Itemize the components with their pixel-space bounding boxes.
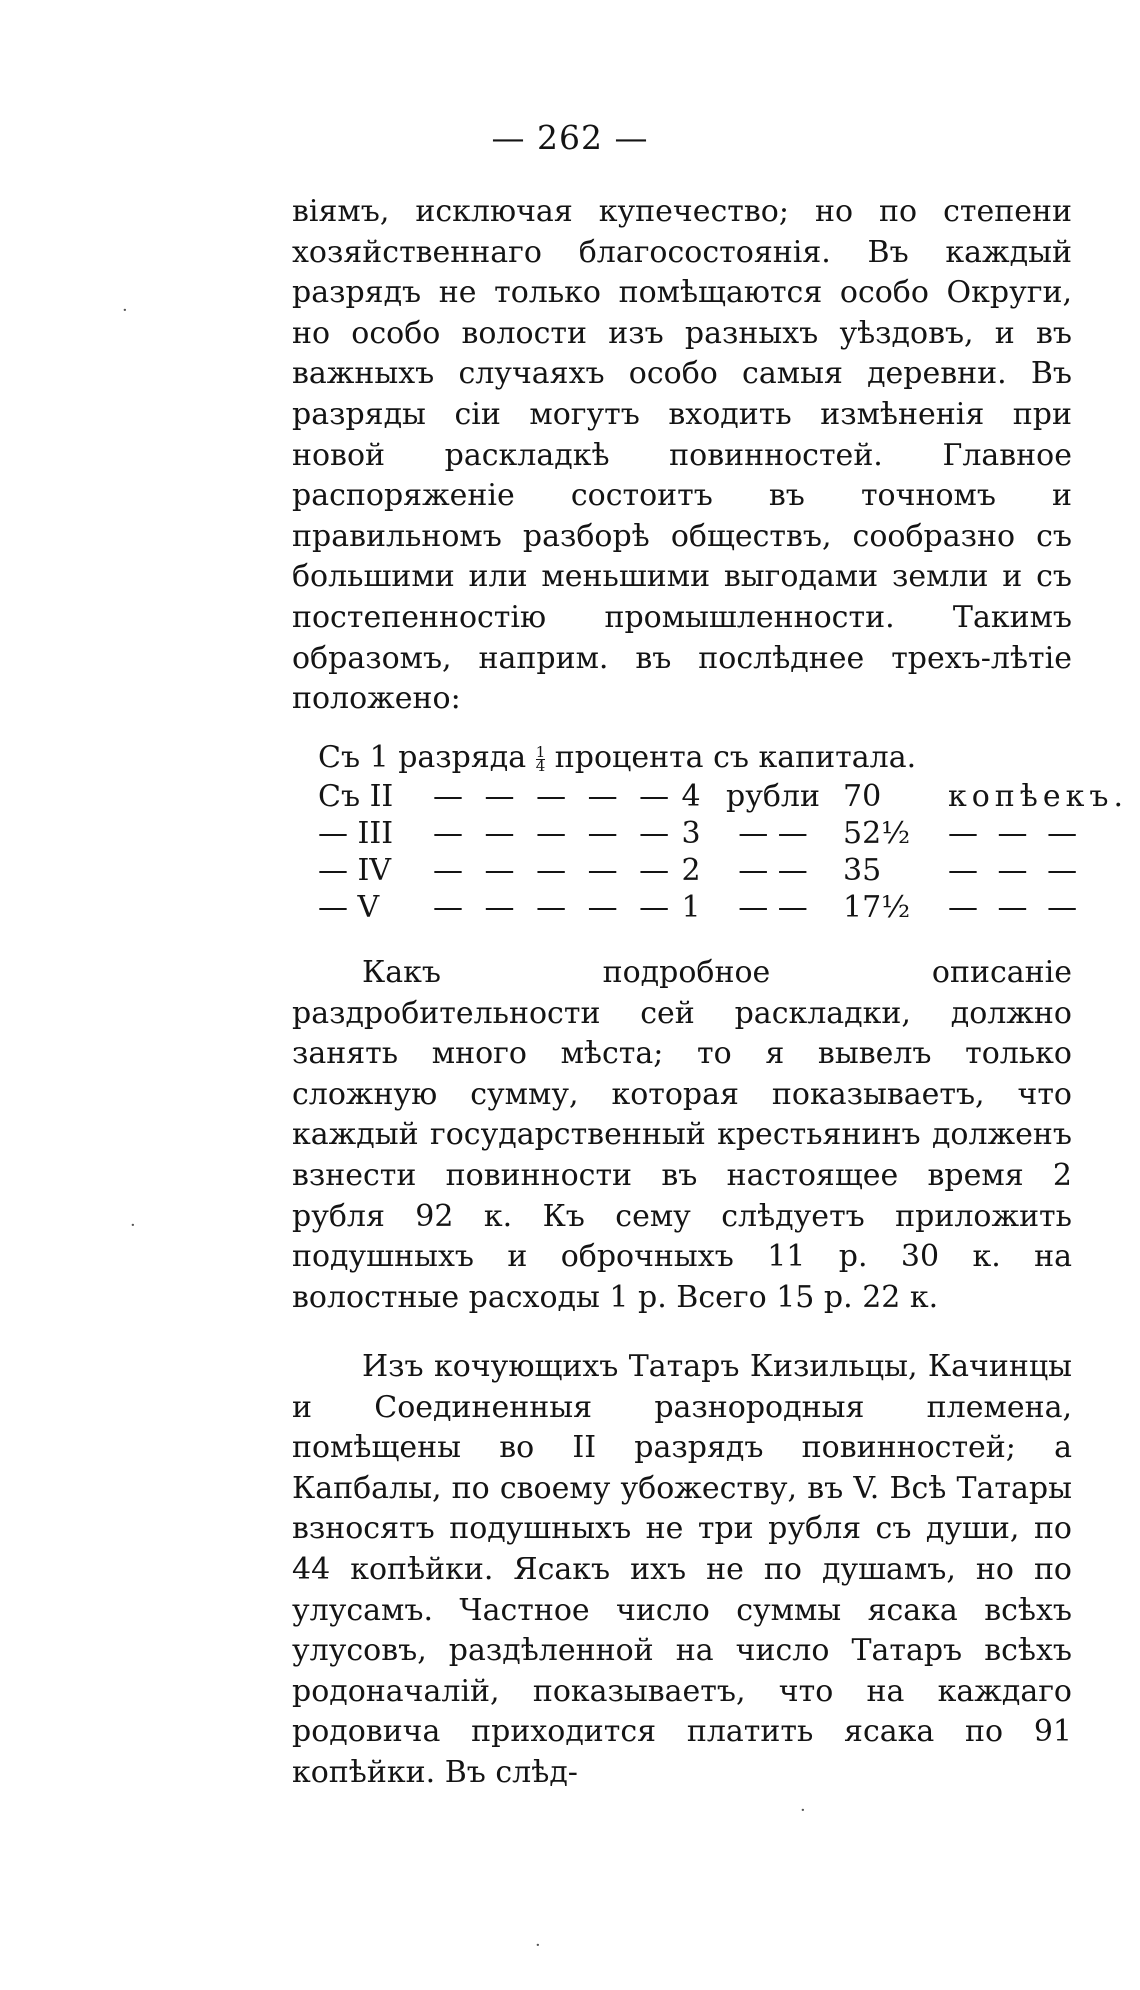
tariff-kopecks: 35 (843, 853, 882, 888)
tariff-kopecks: 70 (843, 779, 882, 814)
tariff-tail: — — — (948, 853, 1083, 888)
fraction-denominator: 4 (535, 756, 546, 775)
tariff-rubles: 3 (681, 816, 701, 851)
tariff-tail: — — — (948, 816, 1083, 851)
paragraph-3: Изъ кочующихъ Татаръ Кизильцы, Качинцы и Соединенныя разнородныя племена, помѣщены во II разрядъ повинностей; а Капбалы, по своему убожеству, въ V. Всѣ Татары взносятъ подушныхъ не три рубля съ души, по 44 копѣйки. Ясакъ ихъ не по душамъ, но по улусамъ. Частное число суммы ясака всѣхъ улусовъ, раздѣленной на число Татаръ всѣхъ родоначалій, показываетъ, что на каждаго родовича приходится платить ясака по 91 копѣйки. Въ слѣд- (292, 1349, 1072, 1790)
tariff-category: — III (318, 816, 394, 851)
tariff-tail: копѣекъ. (948, 779, 1129, 814)
tariff-row (318, 889, 1083, 926)
tariff-kopecks: 52½ (843, 816, 911, 851)
tariff-category: Съ II (318, 779, 394, 814)
page-number: — 262 — (491, 118, 649, 157)
tariff-intro-suffix: процента съ капитала. (554, 740, 917, 775)
tariff-rubles: 4 (681, 779, 701, 814)
tariff-unit: — — (738, 816, 808, 851)
tariff-kopecks: 17½ (843, 890, 911, 925)
tariff-table (318, 738, 1129, 926)
paragraph-2: Какъ подробное описаніе раздробительности сей раскладки, должно занять много мѣста; то я вывелъ только сложную сумму, которая показываетъ, что каждый государственный крестьянинъ долженъ взнести повинности въ настоящее время 2 рубля 92 к. Къ сему слѣдуетъ приложить подушныхъ и оброчныхъ 11 р. 30 к. на волостные расходы 1 р. Всего 15 р. 22 к. (292, 955, 1072, 1315)
paragraph-1: віямъ, исключая купечество; но по степени хозяйственнаго благосостоянія. Въ каждый разрядъ не только помѣщаются особо Округи, но особо волости изъ разныхъ уѣздовъ, и въ важныхъ случаяхъ особо самыя деревни. Въ разряды сіи могутъ входить измѣненія при новой раскладкѣ повинностей. Главное распоряженіе состоитъ въ точномъ и правильномъ разборѣ обществъ, сообразно съ большими или меньшими выгодами земли и съ постепенностію промышленности. Такимъ образомъ, наприм. въ послѣднее трехъ-лѣтіе положено: (292, 194, 1072, 717)
scan-speck: · (122, 300, 128, 321)
tariff-category: — IV (318, 853, 392, 888)
scan-speck: · (130, 1215, 136, 1236)
tariff-unit: — — (738, 853, 808, 888)
tariff-dashes: — — — — — (433, 779, 676, 814)
tariff-intro-prefix: Съ 1 разряда (318, 740, 527, 775)
tariff-rubles: 1 (681, 890, 701, 925)
tariff-row (318, 815, 1083, 852)
tariff-row (318, 852, 1083, 889)
tariff-dashes: — — — — — (433, 816, 676, 851)
tariff-category: — V (318, 890, 380, 925)
scan-speck: · (535, 1935, 541, 1956)
tariff-intro (318, 738, 1070, 778)
tariff-dashes: — — — — — (433, 890, 676, 925)
tariff-unit: — — (738, 890, 808, 925)
tariff-dashes: — — — — — (433, 853, 676, 888)
fraction-quarter (535, 742, 546, 775)
tariff-tail: — — — (948, 890, 1083, 925)
tariff-unit: рубли (726, 779, 820, 814)
tariff-rubles: 2 (681, 853, 701, 888)
fraction-numerator: 1 (535, 742, 546, 761)
tariff-row (318, 778, 1129, 815)
scan-speck: · (800, 1800, 806, 1821)
